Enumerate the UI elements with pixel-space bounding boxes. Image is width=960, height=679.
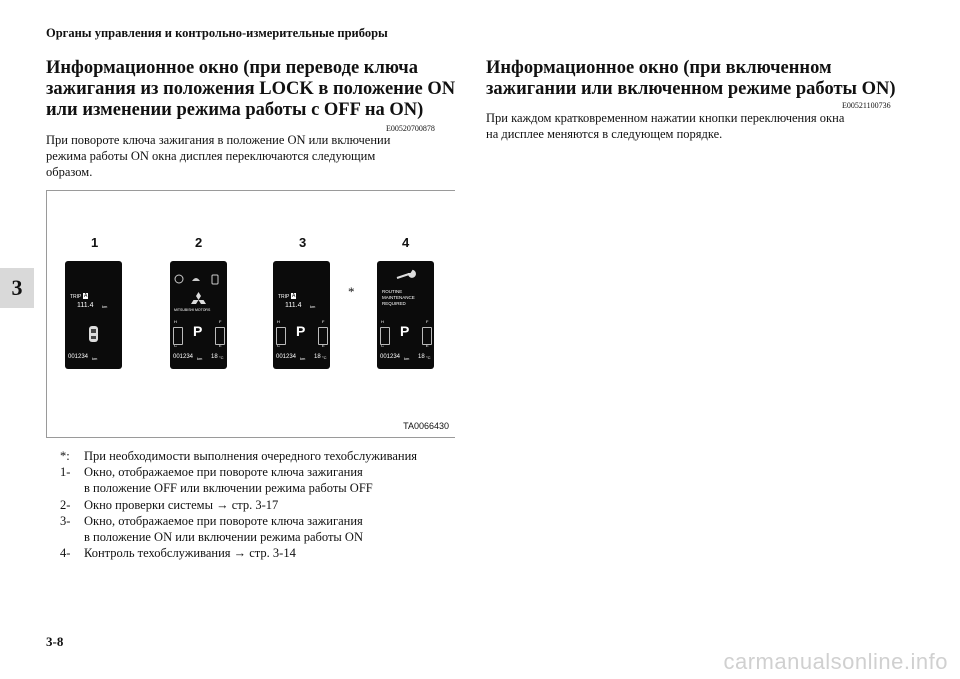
gauge-f-label: F: [322, 319, 325, 324]
figure-number-2: 2: [195, 235, 203, 250]
left-title-line: Информационное окно (при переводе ключа: [46, 58, 418, 78]
left-title-line: зажигания из положения LOCK в положение ON: [46, 79, 456, 99]
note-line: Окно, отображаемое при повороте ключа зажигания: [84, 513, 363, 528]
note-key: 4-: [60, 546, 71, 561]
note-key: 3-: [60, 513, 71, 528]
note-line: Окно, отображаемое при повороте ключа зажигания: [84, 465, 363, 480]
gear-indicator: P: [193, 323, 203, 339]
gauge-h-label: H: [174, 319, 177, 324]
note-key: 2-: [60, 497, 71, 512]
temp-gauge: [173, 327, 183, 345]
odometer-value: 001234: [380, 354, 401, 360]
note-line: в положение ON или включении режима работы ON: [84, 530, 363, 545]
odometer-unit: km: [300, 356, 306, 361]
warning-lamps-icon: [174, 273, 224, 285]
gear-indicator: P: [296, 323, 306, 339]
odometer-value: 001234: [173, 354, 194, 360]
note-line: При необходимости выполнения очередного техобслуживания: [84, 449, 418, 463]
trip-value: 111.4: [77, 302, 94, 309]
gauge-c-label: C: [381, 343, 384, 348]
left-para-line: При повороте ключа зажигания в положение ON или включении: [46, 133, 391, 147]
outside-temp: 18: [314, 354, 321, 360]
figure-number-1: 1: [91, 235, 99, 250]
display-sequence-figure: [46, 190, 455, 438]
service-line: ROUTINE: [382, 289, 403, 294]
temp-gauge: [380, 327, 390, 345]
odometer-value: 001234: [276, 354, 297, 360]
fuel-gauge: [215, 327, 225, 345]
gauge-h-label: H: [381, 319, 384, 324]
fuel-gauge: [422, 327, 432, 345]
mitsubishi-logo-icon: [190, 292, 207, 307]
service-line: MAINTENANCE: [382, 295, 415, 300]
right-title-line: зажигании или включенном режиме работы ON): [486, 79, 896, 99]
car-door-icon: [86, 324, 101, 344]
gauge-e-label: E: [219, 343, 222, 348]
right-section-title: [486, 58, 896, 100]
right-section-code: E00521100736: [842, 101, 891, 110]
odometer-unit: km: [404, 356, 410, 361]
left-paragraph: [46, 132, 390, 180]
trip-label: TRIP: [278, 294, 290, 300]
gauge-e-label: E: [322, 343, 325, 348]
right-title-line: Информационное окно (при включенном: [486, 58, 832, 78]
left-section-code: E00520700878: [386, 124, 435, 133]
gauge-c-label: C: [277, 343, 280, 348]
right-paragraph: [486, 110, 844, 142]
note-line: Окно проверки системы → стр. 3-17: [84, 497, 279, 512]
gauge-h-label: H: [277, 319, 280, 324]
right-para-line: При каждом кратковременном нажатии кнопки переключения окна: [486, 111, 845, 125]
running-header: Органы управления и контрольно-измерительные приборы: [46, 26, 388, 40]
fuel-gauge: [318, 327, 328, 345]
page-number: 3-8: [46, 634, 64, 649]
trip-badge: A: [292, 293, 296, 299]
trip-badge: A: [84, 293, 88, 299]
right-para-line: на дисплее меняются в следующем порядке.: [486, 127, 723, 141]
display-screen-2: [170, 261, 227, 369]
asterisk-marker: *: [348, 284, 355, 299]
outside-temp-unit: °C: [219, 355, 224, 360]
figure-number-4: 4: [402, 235, 410, 250]
left-para-line: режима работы ON окна дисплея переключаются следующим: [46, 149, 376, 163]
service-line: REQUIRED: [382, 301, 406, 306]
wrench-icon: [395, 269, 417, 283]
display-screen-4: [377, 261, 434, 369]
odometer-value: 001234: [68, 354, 89, 360]
note-key: 1-: [60, 465, 71, 480]
odometer-unit: km: [197, 356, 203, 361]
temp-gauge: [276, 327, 286, 345]
note-item: [60, 497, 417, 513]
brand-text: MITSUBISHI MOTORS: [174, 308, 211, 312]
note-line: в положение OFF или включении режима работы OFF: [84, 481, 373, 496]
display-screen-3: [273, 261, 330, 369]
left-title-line: или изменении режима работы с OFF на ON): [46, 100, 424, 120]
watermark: carmanualsonline.info: [723, 649, 948, 674]
figure-id: TA0066430: [403, 421, 449, 431]
note-line: Контроль техобслуживания → стр. 3-14: [84, 546, 296, 561]
note-item: [60, 513, 417, 545]
note-item: [60, 464, 417, 496]
gauge-c-label: C: [174, 343, 177, 348]
outside-temp-unit: °C: [426, 355, 431, 360]
figure-number-3: 3: [299, 235, 307, 250]
trip-unit: km: [310, 304, 316, 309]
trip-unit: km: [102, 304, 108, 309]
gear-indicator: P: [400, 323, 410, 339]
left-section-title: [46, 58, 455, 121]
outside-temp: 18: [211, 354, 218, 360]
left-para-line: образом.: [46, 165, 93, 179]
note-key: *:: [60, 449, 70, 463]
gauge-e-label: E: [426, 343, 429, 348]
figure-notes: [60, 448, 417, 561]
gauge-f-label: F: [426, 319, 429, 324]
note-item: [60, 448, 417, 464]
chapter-tab: 3: [0, 268, 34, 308]
outside-temp-unit: °C: [322, 355, 327, 360]
display-screen-1: [65, 261, 122, 369]
note-item: [60, 545, 417, 561]
trip-value: 111.4: [285, 302, 302, 309]
odometer-unit: km: [92, 356, 98, 361]
outside-temp: 18: [418, 354, 425, 360]
trip-label: TRIP: [70, 294, 82, 300]
gauge-f-label: F: [219, 319, 222, 324]
